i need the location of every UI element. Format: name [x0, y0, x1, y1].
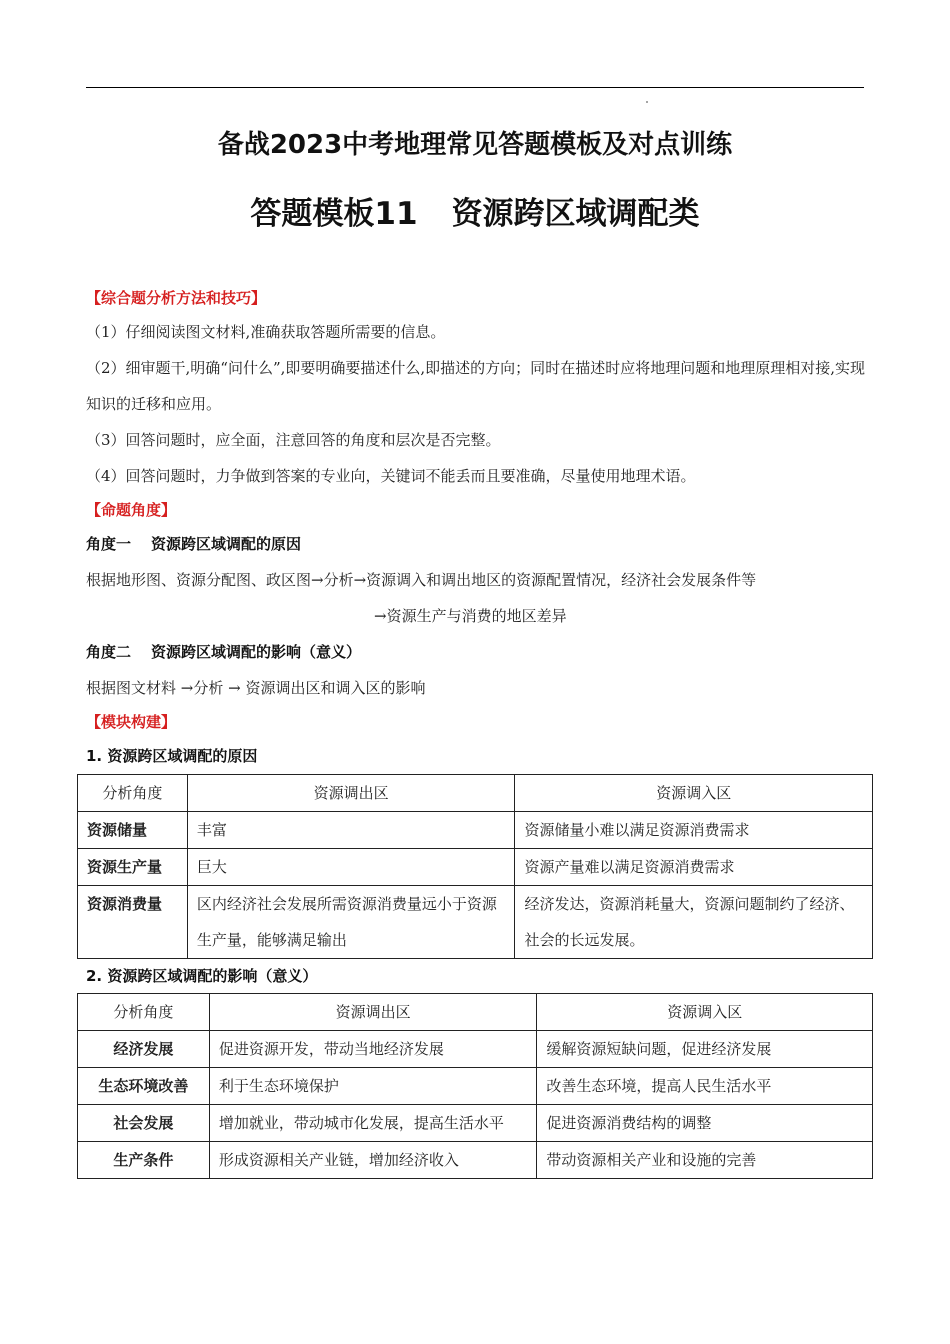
table-row — [78, 886, 873, 959]
table-cell: 带动资源相关产业和设施的完善 — [537, 1142, 873, 1179]
row-label: 资源消费量 — [78, 886, 188, 959]
angle1-heading — [86, 526, 876, 562]
table-header-cell: 资源调出区 — [209, 994, 537, 1031]
table-cell: 资源产量难以满足资源消费需求 — [515, 849, 873, 886]
table-header-cell: 分析角度 — [78, 994, 210, 1031]
module-heading: 【模块构建】 — [86, 713, 177, 731]
table-cell: 改善生态环境，提高人民生活水平 — [537, 1068, 873, 1105]
angle2-heading — [86, 634, 876, 670]
table-row — [78, 1105, 873, 1142]
table-header-row — [78, 775, 873, 812]
angle1-line-1: 根据地形图、资源分配图、政区图→分析→资源调入和调出地区的资源配置情况，经济社会发展条件等 — [86, 571, 757, 589]
table-cell: 经济发达，资源消耗量大，资源问题制约了经济、社会的长远发展。 — [515, 886, 873, 959]
table-cell: 丰富 — [187, 812, 515, 849]
subtitle-prefix: 答题模板11 — [250, 196, 418, 232]
table-row — [78, 1031, 873, 1068]
angle1-title: 资源跨区域调配的原因 — [151, 535, 302, 553]
table-row — [78, 849, 873, 886]
table-cell: 利于生态环境保护 — [209, 1068, 537, 1105]
angle-heading: 【命题角度】 — [86, 501, 177, 519]
table-cell: 增加就业，带动城市化发展，提高生活水平 — [209, 1105, 537, 1142]
impacts-table — [77, 993, 873, 1179]
row-label: 生产条件 — [78, 1142, 210, 1179]
document-body — [86, 282, 876, 1179]
header-rule — [86, 87, 864, 88]
table-cell: 促进资源消费结构的调整 — [537, 1105, 873, 1142]
angle2-title: 资源跨区域调配的影响（意义） — [151, 643, 362, 661]
angle1-label: 角度一 — [86, 535, 132, 553]
method-item-3: （3）回答问题时，应全面，注意回答的角度和层次是否完整。 — [86, 431, 501, 449]
angle1-line-2: →资源生产与消费的地区差异 — [374, 607, 567, 625]
table1-title: 1. 资源跨区域调配的原因 — [86, 747, 258, 765]
reasons-table — [77, 774, 873, 959]
table-header-cell: 分析角度 — [78, 775, 188, 812]
subtitle-topic: 资源跨区域调配类 — [451, 196, 700, 232]
document-title: 备战2023中考地理常见答题模板及对点训练 — [217, 130, 733, 160]
table-row — [78, 812, 873, 849]
row-label: 资源储量 — [78, 812, 188, 849]
table-cell: 资源储量小难以满足资源消费需求 — [515, 812, 873, 849]
row-label: 资源生产量 — [78, 849, 188, 886]
table-header-cell: 资源调入区 — [515, 775, 873, 812]
table-row — [78, 1068, 873, 1105]
table2-title: 2. 资源跨区域调配的影响（意义） — [86, 967, 318, 985]
row-label: 社会发展 — [78, 1105, 210, 1142]
angle2-line: 根据图文材料 →分析 → 资源调出区和调入区的影响 — [86, 679, 426, 697]
table-header-cell: 资源调出区 — [187, 775, 515, 812]
row-label: 经济发展 — [78, 1031, 210, 1068]
table-cell: 区内经济社会发展所需资源消费量远小于资源生产量，能够满足输出 — [187, 886, 515, 959]
angle2-label: 角度二 — [86, 643, 132, 661]
method-item-1: （1）仔细阅读图文材料,准确获取答题所需要的信息。 — [86, 323, 446, 341]
method-item-4: （4）回答问题时，力争做到答案的专业向，关键词不能丢而且要准确，尽量使用地理术语。 — [86, 467, 696, 485]
table-cell: 形成资源相关产业链，增加经济收入 — [209, 1142, 537, 1179]
document-subtitle — [0, 188, 950, 233]
method-item-2: （2）细审题干,明确“问什么”,即要明确要描述什么,即描述的方向；同时在描述时应将地理问题和地理原理相对接,实现知识的迁移和应用。 — [86, 359, 865, 413]
decorative-dot — [646, 101, 648, 103]
row-label: 生态环境改善 — [78, 1068, 210, 1105]
table-header-row — [78, 994, 873, 1031]
table-header-cell: 资源调入区 — [537, 994, 873, 1031]
table-cell: 促进资源开发，带动当地经济发展 — [209, 1031, 537, 1068]
table-cell: 缓解资源短缺问题，促进经济发展 — [537, 1031, 873, 1068]
table-row — [78, 1142, 873, 1179]
methods-heading: 【综合题分析方法和技巧】 — [86, 289, 267, 307]
table-cell: 巨大 — [187, 849, 515, 886]
